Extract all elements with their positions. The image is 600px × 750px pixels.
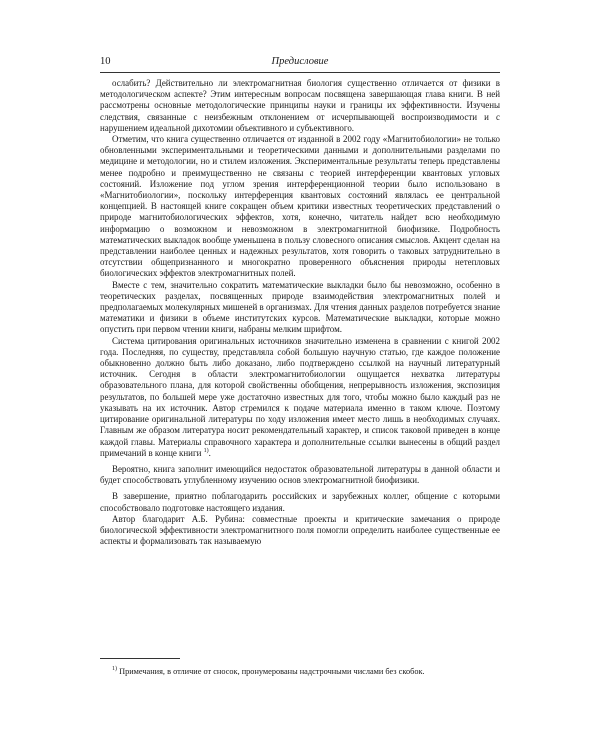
body-text <box>100 78 500 547</box>
paragraph: В завершение, приятно поблагодарить российских и зарубежных коллег, общение с которыми способствовало подготовке настоящего издания. <box>100 491 500 513</box>
footnote-divider <box>100 658 180 659</box>
paragraph: Вероятно, книга заполнит имеющийся недостаток образовательной литературы в данной области и будет способствовать углубленному изучению основ электромагнитной биофизики. <box>100 463 500 486</box>
footnote-text: Примечания, в отличие от сносок, пронумерованы надстрочными числами без скобок. <box>119 666 425 676</box>
paragraph: Автор благодарит А.Б. Рубина: совместные проекты и критические замечания о природе биологической эффективности электромагнитного поля помогли определить наиболее существенные ее аспекты и формализовать так называемую <box>100 513 500 547</box>
paragraph-with-footnote: Система цитирования оригинальных источников значительно изменена в сравнении с книгой 2002 года. Последняя, по существу, представляла собой большую научную статью, где каждое положение обыкновенно должно быть либо доказано, либо подтверждено ссылкой на научный литературный источник. Сегодня в области электромагнитобиологии ощущается нехватка литературы образовательного плана, для которой свойственны обобщения, непрерывность изложения, экспозиция результатов, по большей мере уже достаточно известных для того, чтобы можно было каждый раз не указывать на их источник. Автор стремился к подаче материала именно в таком ключе. Поэтому цитирование оригинальной литературы по ходу изложения имеет место лишь в необходимых случаях. Главным же образом литература носит рекомендательный характер, и список таковой приведен в конце каждой главы. Материалы справочного характера и дополнительные ссылки вынесены в общий раздел примечаний в конце книги $^{1)}$. <box>100 335 500 458</box>
page-header <box>100 56 500 73</box>
paragraph: ослабить? Действительно ли электромагнитная биология существенно отличается от физики в методологическом аспекте? Этим интересным вопросам посвящена завершающая глава книги. В ней рассмотрены основные методологические принципы науки и границы их эффективности. Изучены следствия, связанные с неизбежным отклонением от исчерпывающей воспроизводимости и с нарушением идеальной дихотомии объективного и субъективного. <box>100 78 500 133</box>
paragraph: Отметим, что книга существенно отличается от изданной в 2002 году «Магнитобиологии» не только обновленными экспериментальными и теоретическими данными и дополнительными разделами по медицине и методологии, но и стилем изложения. Экспериментальные результаты теперь представлены менее подробно и преимущественно не связаны с теорией интерференции квантовых угловых состояний. Изложение под углом зрения интерференционной теории было использовано в «Магнитобиологии», поскольку интерференция квантовых состояний являлась ее центральной концепцией. В настоящей книге сокращен объем критики известных теоретических представлений о природе магнитобиологических эффектов, хотя, конечно, читатель найдет всю необходимую информацию о возможном и невозможном в электромагнитной биофизике. Подробность математических выкладок вообще уменьшена в пользу словесного описания смыслов. Акцент сделан на представлении наиболее ценных и надежных результатов, хотя говорить о таковых затруднительно в отсутствии общепризнанного и многократно проверенного объяснения природы нетепловых биологических эффектов электромагнитных полей. <box>100 134 500 279</box>
footnote-marker: 1) <box>112 666 117 672</box>
paragraph: Вместе с тем, значительно сократить математические выкладки было бы невозможно, особенно в теоретических разделах, посвященных природе взаимодействия электромагнитных полей и предполагаемых молекулярных мишеней в организмах. Для чтения данных разделов потребуется знание математики и физики в объеме институтских курсов. Математические выкладки, которые можно опустить при первом чтении книги, набраны мелким шрифтом. <box>100 279 500 335</box>
footnote-reference[interactable]: 1) <box>203 447 209 454</box>
footnote <box>100 664 500 677</box>
running-title: Предисловие <box>271 56 329 67</box>
paragraph-text: Система цитирования оригинальных источников значительно изменена в сравнении с книгой 2002 года. Последняя, по существу, представляла собой большую научную статью, где каждое положение обыкновенно должно быть либо доказано, либо подтверждено ссылкой на научный литературный источник. Сегодня в области электромагнитобиологии ощущается нехватка литературы образовательного плана, для которой свойственны обобщения, непрерывность изложения, экспозиция результатов, по большей мере уже достаточно известных для того, чтобы можно было каждый раз не указывать на их источник. Автор стремился к подаче материала именно в таком ключе. Поэтому цитирование оригинальной литературы по ходу изложения имеет место лишь в необходимых случаях. Главным же образом литература носит рекомендательный характер, и список таковой приведен в конце каждой главы. Материалы справочного характера и дополнительные ссылки вынесены в общий раздел примечаний в конце книги <box>100 335 500 458</box>
page-number: 10 <box>100 56 111 67</box>
